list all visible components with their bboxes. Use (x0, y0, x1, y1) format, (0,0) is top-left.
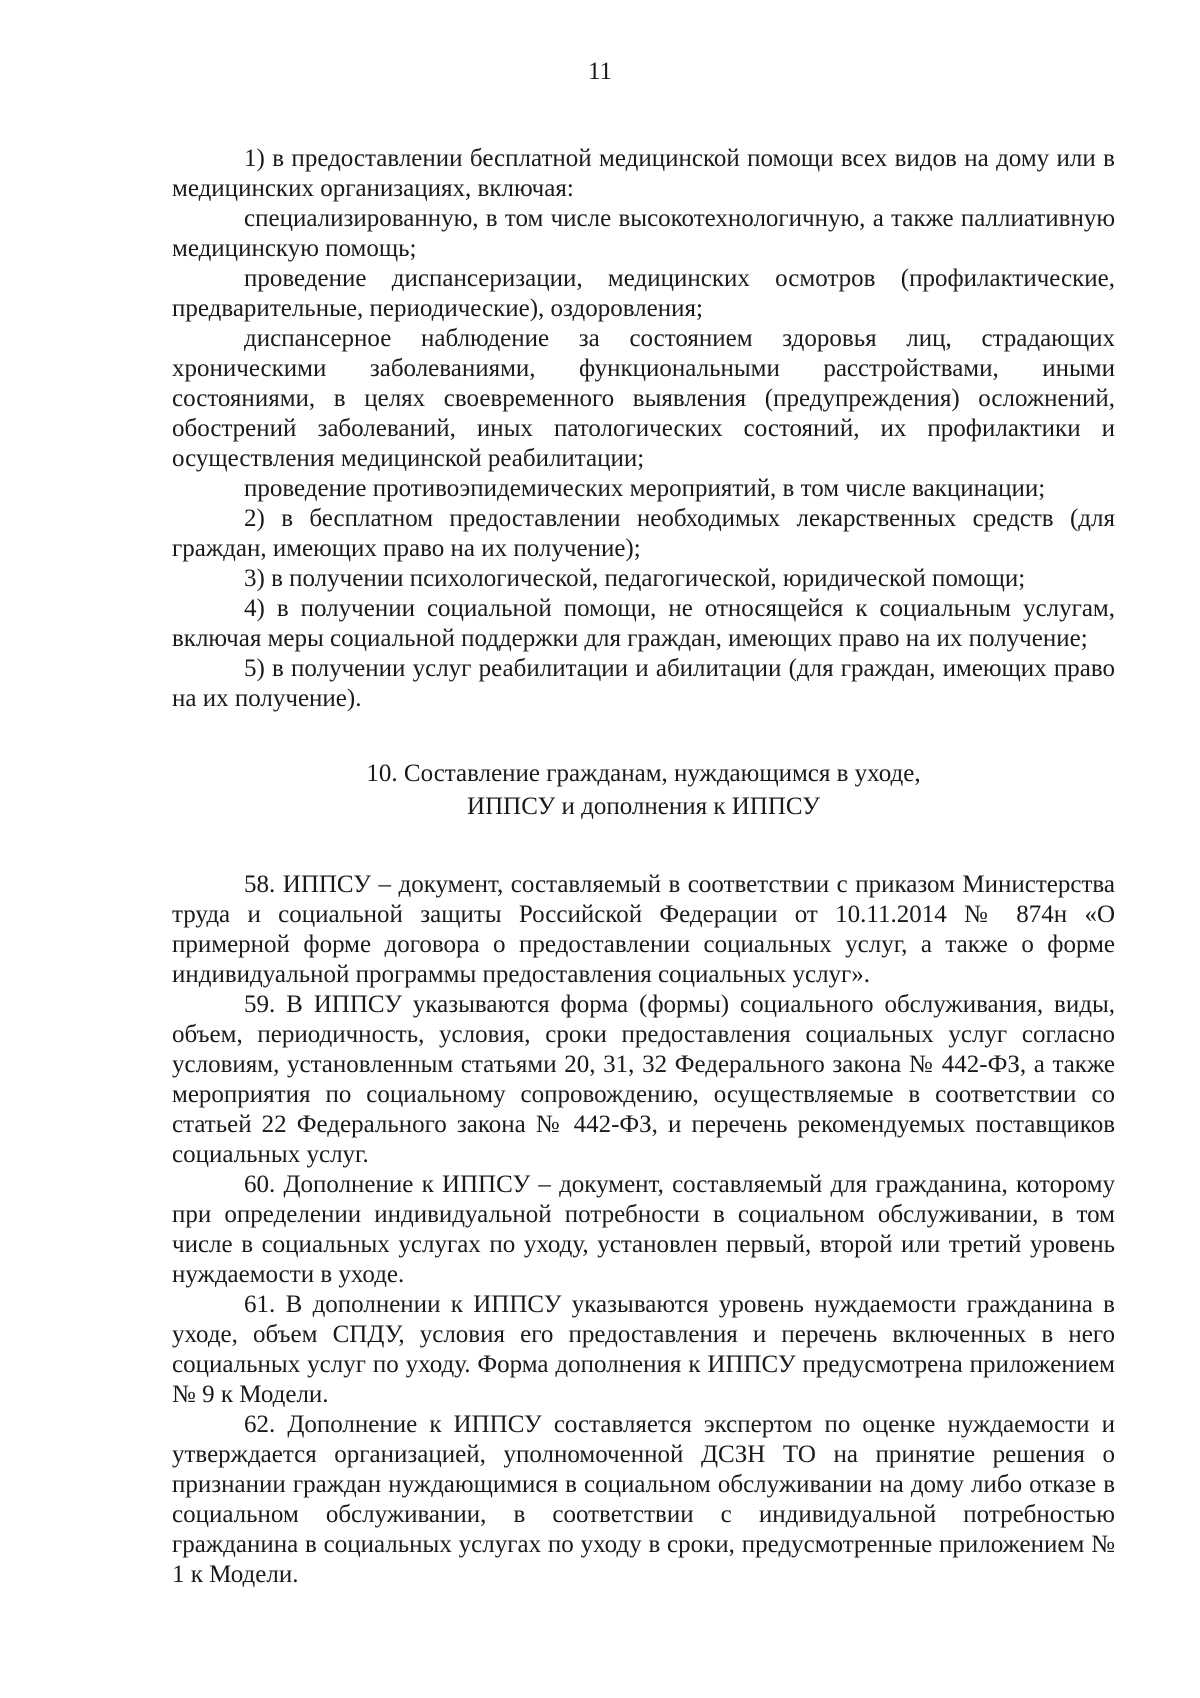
paragraph-item-2: 2) в бесплатном предоставлении необходимых лекарственных средств (для граждан, имеющих право на их получение); (172, 505, 1115, 562)
paragraph-62: 62. Дополнение к ИППСУ составляется экспертом по оценке нуждаемости и утверждается организацией, уполномоченной ДСЗН ТО на принятие решения о признании граждан нуждающимися в социальном обслуживании на дому либо отказе в социальном обслуживании, в соответствии с индивидуальной потребностью гражданина в социальных услугах по уходу в сроки, предусмотренные приложением № 1 к Модели. (172, 1411, 1115, 1588)
paragraph-61: 61. В дополнении к ИППСУ указываются уровень нуждаемости гражданина в уходе, объем СПДУ, условия его предоставления и перечень включенных в него социальных услуг по уходу. Форма дополнения к ИППСУ предусмотрена приложением № 9 к Модели. (172, 1291, 1115, 1408)
paragraph-item-3: 3) в получении психологической, педагогической, юридической помощи; (244, 565, 1026, 592)
paragraph-item-vaccination: проведение противоэпидемических мероприятий, в том числе вакцинации; (244, 475, 1046, 502)
section-heading (172, 757, 1115, 823)
paragraph-item-5: 5) в получении услуг реабилитации и абилитации (для граждан, имеющих право на их получение). (172, 655, 1115, 712)
page-number: 11 (587, 58, 613, 85)
paragraph-58: 58. ИППСУ – документ, составляемый в соответствии с приказом Министерства труда и социальной защиты Российской Федерации от 10.11.2014 № 874н «О примерной форме договора о предоставлении социальных услуг, а также о форме индивидуальной программы предоставления социальных услуг». (172, 871, 1115, 988)
section-heading-line-1: 10. Составление гражданам, нуждающимся в уходе, (366, 760, 921, 787)
document-body (172, 144, 1115, 1590)
paragraph-item-dispensary: диспансерное наблюдение за состоянием здоровья лиц, страдающих хроническими заболеваниями, функциональными расстройствами, иными состояниями, в целях своевременного выявления (предупреждения) осложнений, обострений заболеваний, иных патологических состояний, их профилактики и осуществления медицинской реабилитации; (172, 325, 1115, 472)
paragraph-60: 60. Дополнение к ИППСУ – документ, составляемый для гражданина, которому при определении индивидуальной потребности в социальном обслуживании, в том числе в социальных услугах по уходу, установлен первый, второй или третий уровень нуждаемости в уходе. (172, 1171, 1115, 1288)
section-heading-line-2: ИППСУ и дополнения к ИППСУ (467, 793, 820, 820)
paragraph-item-medical-exams: проведение диспансеризации, медицинских осмотров (профилактические, предварительные, периодические), оздоровления; (172, 265, 1115, 322)
paragraph-59: 59. В ИППСУ указываются форма (формы) социального обслуживания, виды, объем, периодичность, условия, сроки предоставления социальных услуг согласно условиям, установленным статьями 20, 31, 32 Федерального закона № 442-ФЗ, а также мероприятия по социальному сопровождению, осуществляемые в соответствии со статьей 22 Федерального закона № 442-ФЗ, и перечень рекомендуемых поставщиков социальных услуг. (172, 991, 1115, 1168)
paragraph-item-4: 4) в получении социальной помощи, не относящейся к социальным услугам, включая меры социальной поддержки для граждан, имеющих право на их получение; (172, 595, 1115, 652)
paragraph-item-specialized: специализированную, в том числе высокотехнологичную, а также паллиативную медицинскую помощь; (172, 205, 1115, 262)
paragraph-item-1: 1) в предоставлении бесплатной медицинской помощи всех видов на дому или в медицинских организациях, включая: (172, 145, 1115, 202)
